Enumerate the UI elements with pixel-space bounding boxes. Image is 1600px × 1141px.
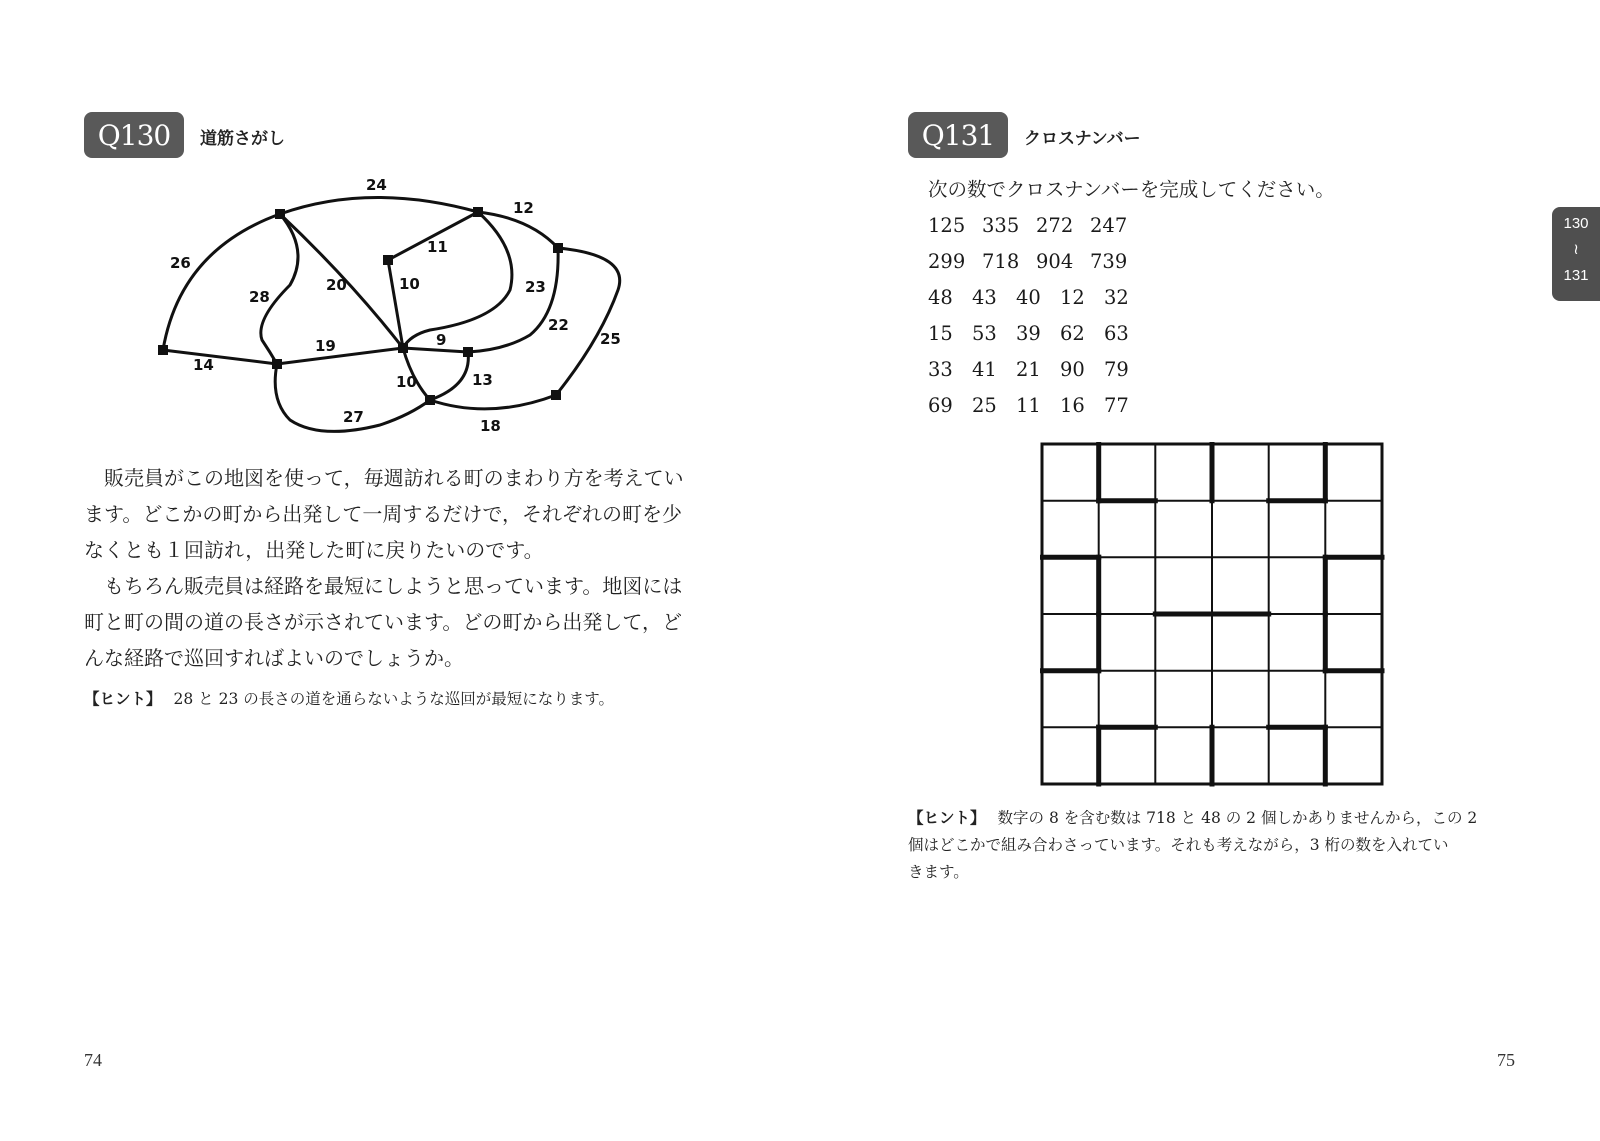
number-item: 63	[1104, 322, 1129, 345]
road-12	[478, 212, 558, 248]
distance-label: 9	[436, 331, 447, 349]
distance-label: 19	[315, 337, 336, 355]
distance-label: 11	[427, 238, 448, 256]
number-item: 247	[1090, 214, 1128, 237]
side-tab-end: 131	[1563, 267, 1589, 284]
number-item: 739	[1090, 250, 1128, 273]
road-10-upper	[388, 260, 403, 348]
paragraph-line: ます。どこかの町から出発して一周するだけで，それぞれの町を少	[84, 502, 682, 526]
chapter-side-tab	[1552, 207, 1600, 301]
town-node	[275, 209, 285, 219]
number-item: 335	[982, 214, 1020, 237]
hint-line	[908, 805, 1522, 832]
town-node	[463, 347, 473, 357]
instruction-text: 次の数でクロスナンバーを完成してください。	[928, 178, 1335, 201]
hint-text: 28 と 23 の長さの道を通らないような巡回が最短になります。	[173, 690, 615, 708]
number-item: 21	[1016, 358, 1041, 381]
road-13	[430, 352, 468, 400]
distance-label: 23	[525, 278, 546, 296]
number-row	[928, 394, 1188, 424]
number-row	[928, 250, 1188, 280]
crossnumber-grid	[1040, 442, 1386, 788]
number-item: 718	[982, 250, 1020, 273]
distance-label: 28	[249, 288, 270, 306]
question-title-130: 道筋さがし	[200, 129, 285, 149]
distance-label: 14	[193, 356, 214, 374]
number-item: 79	[1104, 358, 1129, 381]
number-row	[928, 214, 1188, 244]
paragraph-line: なくとも１回訪れ，出発した町に戻りたいのです。	[84, 538, 544, 562]
distance-label: 20	[326, 276, 347, 294]
town-node	[383, 255, 393, 265]
distance-label: 26	[170, 254, 191, 272]
number-item: 32	[1104, 286, 1129, 309]
paragraph-line: 町と町の間の道の長さが示されています。どの町から出発して，ど	[84, 610, 682, 634]
number-item: 43	[972, 286, 997, 309]
hint-label: 【ヒント】	[908, 809, 986, 827]
town-node	[158, 345, 168, 355]
number-item: 48	[928, 286, 953, 309]
side-tab-start: 130	[1563, 215, 1589, 232]
hint-text: 数字の 8 を含む数は 718 と 48 の 2 個しかありませんから，この 2	[997, 809, 1478, 827]
town-node	[473, 207, 483, 217]
number-item: 11	[1016, 394, 1041, 417]
distance-label: 22	[548, 316, 569, 334]
town-node	[551, 390, 561, 400]
road-22	[468, 248, 558, 352]
question-title-131: クロスナンバー	[1024, 129, 1141, 149]
distance-label: 25	[600, 330, 621, 348]
number-item: 25	[972, 394, 997, 417]
number-row	[928, 322, 1188, 352]
number-item: 299	[928, 250, 966, 273]
distance-label: 27	[343, 408, 364, 426]
number-item: 16	[1060, 394, 1085, 417]
hint-131	[908, 805, 1522, 886]
number-item: 904	[1036, 250, 1074, 273]
distance-label: 24	[366, 176, 387, 194]
distance-label: 13	[472, 371, 493, 389]
distance-label: 18	[480, 417, 501, 435]
town-node	[553, 243, 563, 253]
town-node	[272, 359, 282, 369]
hint-line: きます。	[908, 863, 969, 881]
number-item: 40	[1016, 286, 1041, 309]
road-18	[430, 395, 556, 409]
distance-label: 10	[399, 275, 420, 293]
number-item: 33	[928, 358, 953, 381]
number-item: 125	[928, 214, 966, 237]
hint-line: 個はどこかで組み合わさっています。それも考えながら，3 桁の数を入れてい	[908, 836, 1449, 854]
town-node	[398, 343, 408, 353]
number-item: 62	[1060, 322, 1085, 345]
number-item: 41	[972, 358, 997, 381]
road-24	[280, 197, 478, 214]
number-row	[928, 358, 1188, 388]
question-badge-130: Q130	[84, 112, 184, 158]
page-number-left: 74	[84, 1050, 102, 1070]
town-node	[425, 395, 435, 405]
question-badge-131: Q131	[908, 112, 1008, 158]
paragraph-line: んな経路で巡回すればよいのでしょうか。	[84, 646, 464, 670]
number-row	[928, 286, 1188, 316]
side-tab-separator: ≀	[1573, 241, 1579, 258]
distance-label: 12	[513, 199, 534, 217]
paragraph-line: もちろん販売員は経路を最短にしようと思っています。地図には	[104, 574, 683, 598]
number-item: 77	[1104, 394, 1129, 417]
number-item: 53	[972, 322, 997, 345]
hint-130	[84, 686, 614, 713]
road-19	[277, 348, 403, 364]
page-number-right: 75	[1497, 1050, 1515, 1070]
number-item: 15	[928, 322, 953, 345]
road-14	[163, 350, 277, 364]
paragraph-line: 販売員がこの地図を使って，毎週訪れる町のまわり方を考えてい	[104, 466, 684, 490]
hint-label: 【ヒント】	[84, 690, 162, 708]
number-item: 12	[1060, 286, 1085, 309]
number-item: 90	[1060, 358, 1085, 381]
number-item: 272	[1036, 214, 1074, 237]
route-map-diagram	[150, 170, 630, 440]
number-item: 39	[1016, 322, 1041, 345]
distance-label: 10	[396, 373, 417, 391]
number-item: 69	[928, 394, 953, 417]
